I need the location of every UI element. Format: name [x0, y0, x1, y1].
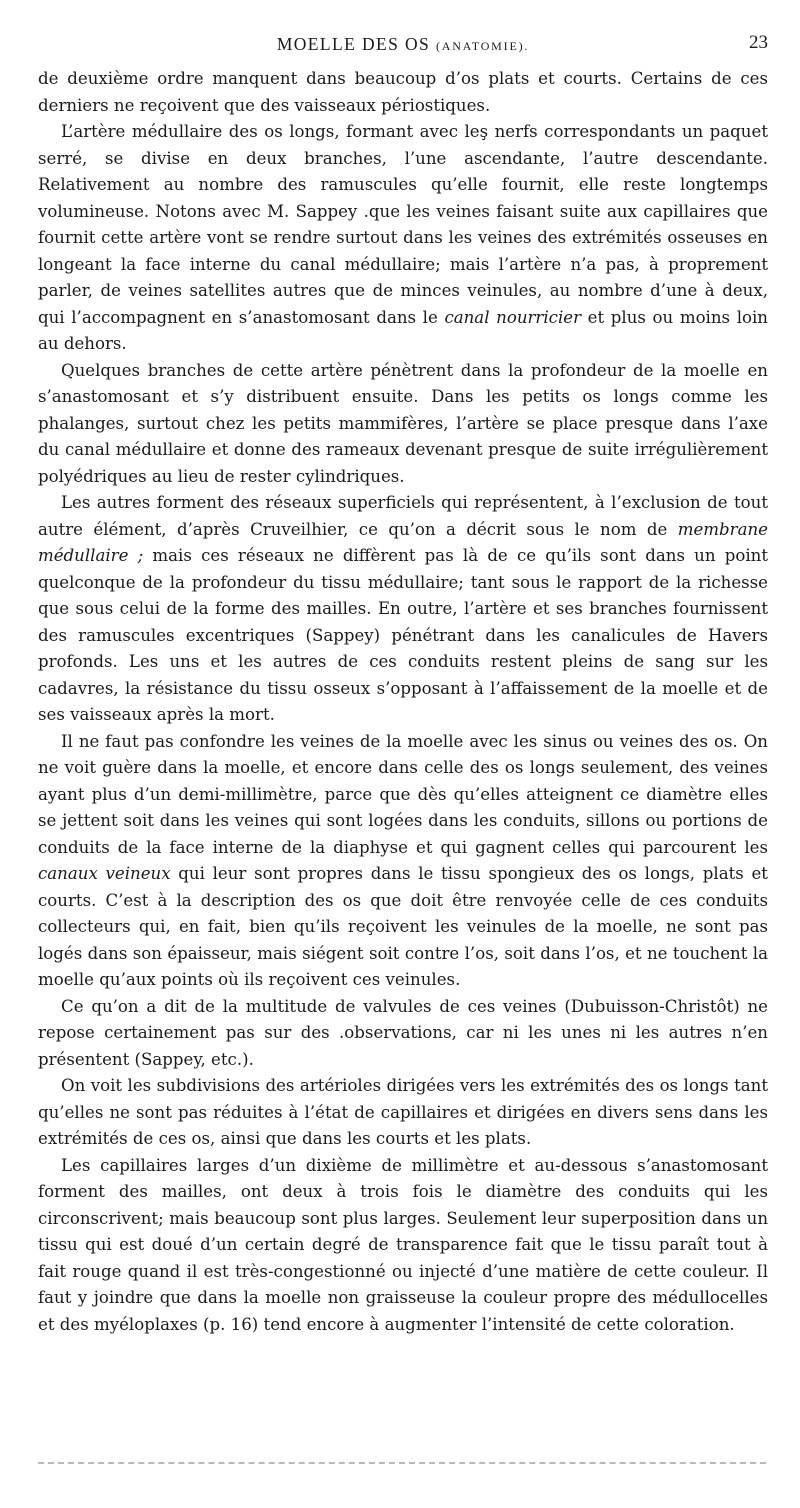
text-run: Quelques branches de cette artère pénètrent dans la profondeur de la moelle en s’anastomosant et s’y distribuent ensuite. Dans les petits os longs comme les phalanges, surtout chez les petits mammifères, l’artère se place presque dans l’axe du canal médullaire et donne des rameaux devenant presque de suite irrégulièrement polyédriques au lieu de rester cylindriques. — [38, 360, 768, 486]
running-title-main: MOELLE DES OS — [276, 34, 431, 54]
paragraph — [38, 66, 768, 119]
italic-term: membrane médullaire ; — [38, 519, 768, 565]
text-run: L’artère médullaire des os longs, formant avec leş nerfs correspondants un paquet serré, se divise en deux branches, l’une ascendante, l’autre descendante. Relativement au nombre des ramuscules qu’elle fournit, elle reste longtemps volumineuse. Notons avec M. Sappey .que les veines faisant suite aux capillaires que fournit cette artère vont se rendre surtout dans les veines des extrémités osseuses en longeant la face interne du canal médullaire; mais l’artère n’a pas, à proprement parler, de veines satellites autres que de minces veinules, au nombre d’une à deux, qui l’accompagnent en s’anastomosant dans le — [38, 122, 768, 327]
page-number: 23 — [749, 32, 768, 53]
text-run: mais ces réseaux ne diffèrent pas là de ce qu’ils sont dans un point quelconque de la profondeur du tissu médullaire; tant sous le rapport de la richesse que sous celui de la forme des mailles. En outre, l’artère et ses branches fournissent des ramuscules excentriques (Sappey) pénétrant dans les canalicules de Havers profonds. Les uns et les autres de ces conduits restent pleins de sang sur les cadavres, la résistance du tissu osseux s’opposant à l’affaissement de la moelle et de ses vaisseaux après la mort. — [38, 546, 769, 724]
paragraph — [38, 729, 768, 994]
page-header — [38, 30, 768, 60]
text-run: qui leur sont propres dans le tissu spongieux des os longs, plats et courts. C’est à la description des os que doit être renvoyée celle de ces conduits collecteurs qui, en fait, bien qu’ils reçoivent les veinules de la moelle, ne sont pas logés dans son épaisseur, mais siégent soit contre l’os, soit dans l’os, et ne touchent la moelle qu’aux points où ils reçoivent ces veinules. — [38, 864, 768, 989]
italic-term: canal nourricier — [444, 307, 582, 327]
text-run: On voit les subdivisions des artérioles dirigées vers les extrémités des os longs tant qu’elles ne sont pas réduites à l’état de capillaires et dirigées en divers sens dans les extrémités de ces os, ainsi que dans les courts et les plats. — [38, 1076, 768, 1148]
text-run: Les autres forment des réseaux superficiels qui représentent, à l’exclusion de tout autre élément, d’après Cruveilhier, ce qu’on a décrit sous le nom de — [38, 493, 768, 539]
italic-term: canaux veineux — [38, 864, 171, 883]
paragraph — [38, 1153, 768, 1339]
text-run: Les capillaires larges d’un dixième de millimètre et au-dessous s’anastomosant forment des mailles, ont deux à trois fois le diamètre des conduits qui les circonscrivent; mais beaucoup sont plus larges. Seulement leur superposition dans un tissu qui est doué d’un certain degré de transparence fait que le tissu paraît tout à fait rouge quand il est très-congestionné ou injecté d’une matière de cette couleur. Il faut y joindre que dans la moelle non graisseuse la couleur propre des médullocelles et des myéloplaxes (p. 16) tend encore à augmenter l’intensité de cette coloration. — [38, 1155, 768, 1334]
text-run: et plus ou moins loin au dehors. — [38, 307, 768, 353]
paragraph — [38, 358, 768, 491]
body-text — [38, 66, 768, 1338]
paragraph — [38, 1073, 768, 1153]
text-run: Ce qu’on a dit de la multitude de valvules de ces veines (Dubuisson-Christôt) ne repose certainement pas sur des .observations, car ni les unes ni les autres n’en présentent (Sappey, etc.). — [38, 996, 768, 1069]
paragraph — [38, 490, 768, 729]
text-run: de deuxième ordre manquent dans beaucoup d’os plats et courts. Certains de ces derniers ne reçoivent que des vaisseaux périostiques. — [38, 69, 768, 115]
text-run: Il ne faut pas confondre les veines de la moelle avec les sinus ou veines des os. On ne voit guère dans la moelle, et encore dans celle des os longs seulement, des veines ayant plus d’un demi-millimètre, parce que dès qu’elles atteignent ce diamètre elles se jettent soit dans les veines qui sont logées dans les conduits, sillons ou portions de conduits de la face interne de la diaphyse et qui gagnent celles qui parcourent les — [38, 731, 768, 857]
bottom-faded-line — [38, 1462, 766, 1464]
paragraph — [38, 119, 768, 358]
running-title — [38, 34, 768, 55]
paragraph — [38, 994, 768, 1074]
running-title-subtitle: (ANATOMIE). — [435, 39, 530, 53]
